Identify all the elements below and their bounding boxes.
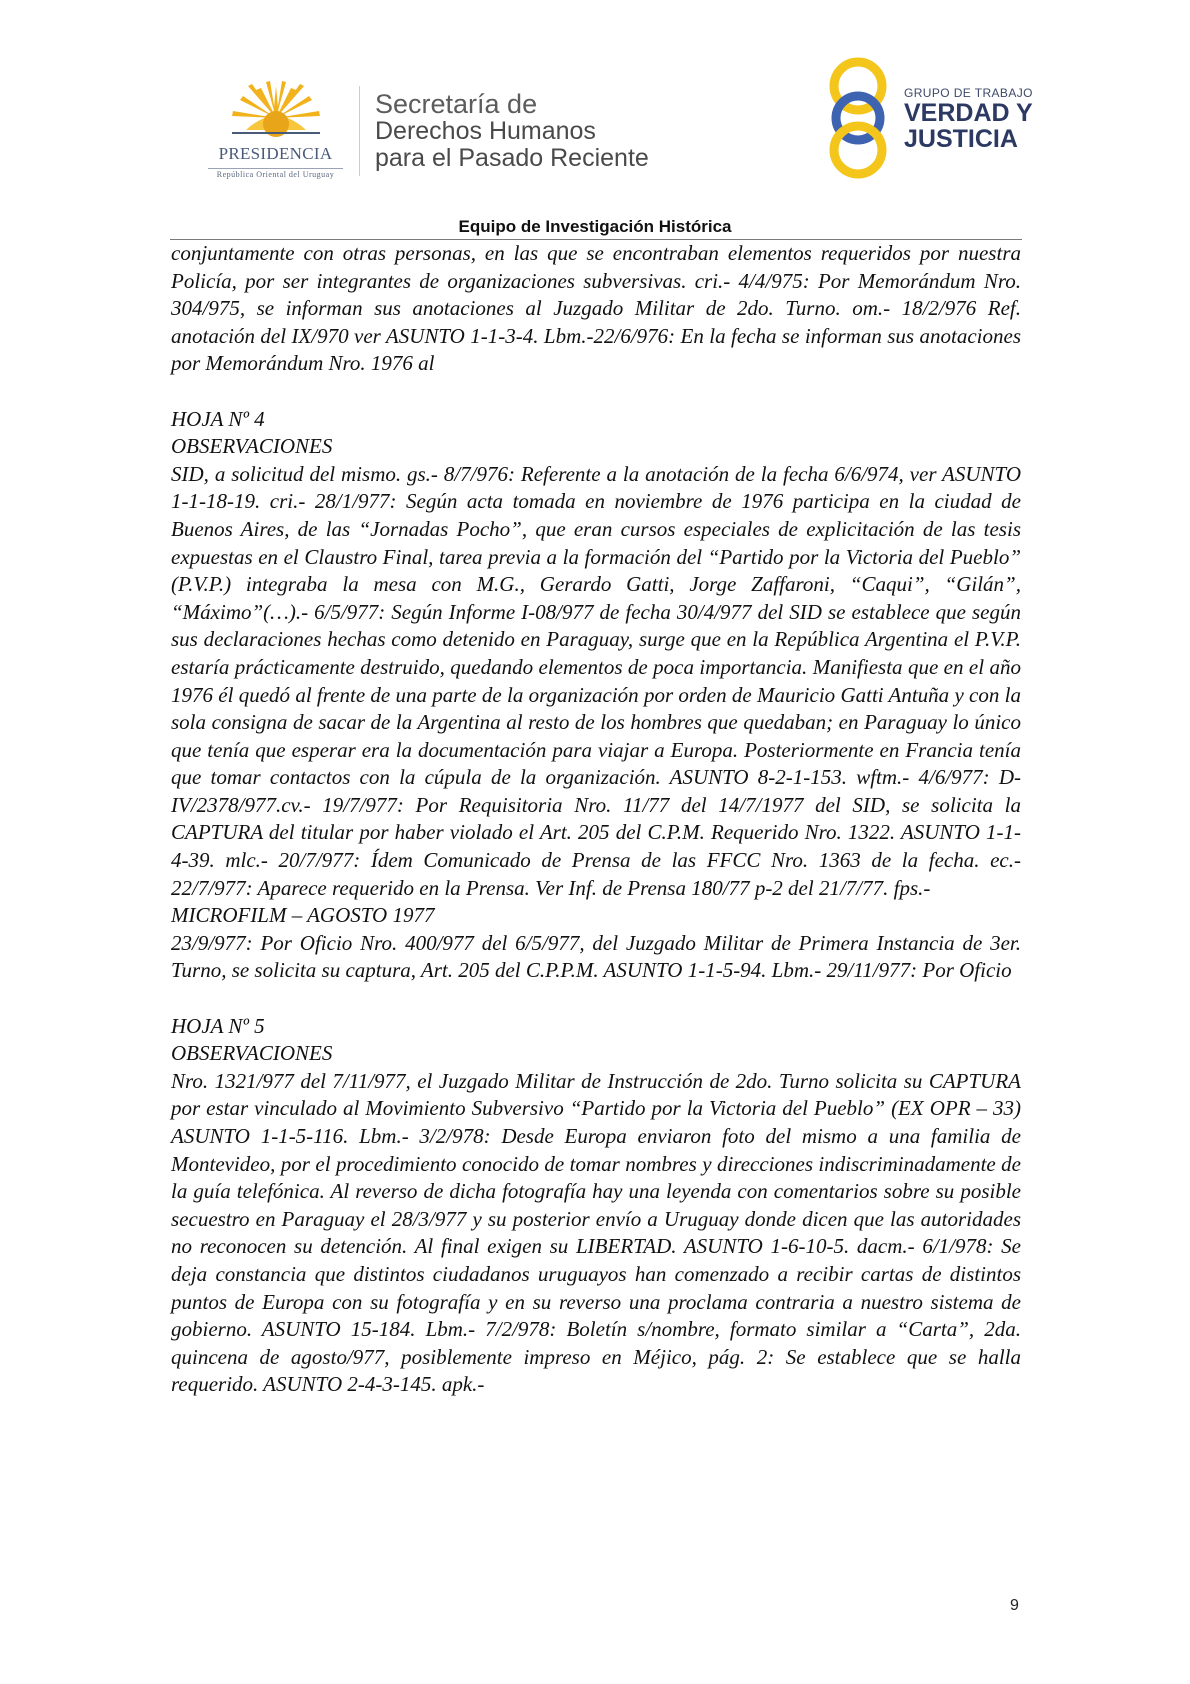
secretaria-line-3: para el Pasado Reciente bbox=[375, 144, 649, 172]
verdad-justicia-line-2: VERDAD Y bbox=[904, 99, 1033, 127]
document-body bbox=[171, 240, 1021, 1399]
microfilm-paragraph: 23/9/977: Por Oficio Nro. 400/977 del 6/5/977, del Juzgado Militar de Primera Instancia de 3er. Turno, se solicita su captura, Art. 205 del C.P.P.M. ASUNTO 1-1-5-94. Lbm.- 29/11/977: Por Oficio bbox=[171, 930, 1021, 983]
secretaria-logo-text bbox=[375, 90, 649, 172]
interlocked-rings-icon bbox=[820, 56, 900, 182]
verdad-justicia-line-3: JUSTICIA bbox=[904, 125, 1018, 153]
microfilm-heading: MICROFILM – AGOSTO 1977 bbox=[171, 903, 435, 928]
paragraph-gap bbox=[171, 985, 1021, 1013]
presidencia-subtitle: República Oriental del Uruguay bbox=[216, 170, 335, 179]
page-header bbox=[0, 0, 1190, 240]
secretaria-line-2: Derechos Humanos bbox=[375, 117, 596, 145]
sun-emblem-icon bbox=[226, 78, 326, 146]
verdad-justicia-group-label: GRUPO DE TRABAJO bbox=[904, 86, 1033, 100]
hoja-4-observaciones-heading: OBSERVACIONES bbox=[171, 434, 333, 459]
intro-paragraph: conjuntamente con otras personas, en las que se encontraban elementos requeridos por nuestra Policía, por ser integrantes de organizaciones subversivas. cri.- 4/4/975: Por Memorándum Nro. 304/975, se informan sus anotaciones al Juzgado Militar de 2do. Turno. om.- 18/2/976 Ref. anotación del IX/970 ver ASUNTO 1-1-3-4. Lbm.-22/6/976: En la fecha se informan sus anotaciones por Memorándum Nro. 1976 al bbox=[171, 241, 1021, 376]
presidencia-logo bbox=[198, 78, 353, 188]
team-title: Equipo de Investigación Histórica bbox=[458, 217, 732, 236]
header-divider bbox=[359, 86, 360, 176]
hoja-5-heading: HOJA Nº 5 bbox=[171, 1013, 265, 1038]
paragraph-gap bbox=[171, 378, 1021, 406]
secretaria-line-1: Secretaría de bbox=[375, 89, 538, 119]
presidencia-name: PRESIDENCIA bbox=[218, 144, 333, 163]
hoja-5-observaciones-heading: OBSERVACIONES bbox=[171, 1041, 333, 1066]
verdad-justicia-logo bbox=[820, 56, 1040, 186]
hoja-4-heading: HOJA Nº 4 bbox=[171, 406, 265, 431]
presidencia-divider bbox=[208, 168, 343, 169]
hoja-4-paragraph: SID, a solicitud del mismo. gs.- 8/7/976: Referente a la anotación de la fecha 6/6/974, ver ASUNTO 1-1-18-19. cri.- 28/1/977: Según acta tomada en noviembre de 1976 participa en la ciudad de Buenos Aires, de las “Jornadas Pocho”, que eran cursos especiales de explicitación de las tesis expuestas en el Claustro Final, tarea previa a la formación del “Partido por la Victoria del Pueblo” (P.V.P.) integraba la mesa con M.G., Gerardo Gatti, Jorge Zaffaroni, “Caqui”, “Gilán”, “Máximo”(…).- 6/5/977: Según Informe I-08/977 de fecha 30/4/977 del SID se establece que según sus declaraciones hechas como detenido en Paraguay, surge que en la República Argentina el P.V.P. estaría prácticamente destruido, quedando elementos de poca importancia. Manifiesta que en el año 1976 él quedó al frente de una parte de la organización por orden de Mauricio Gatti Antuña y con la sola consigna de sacar de la Argentina al resto de los hombres que quedaban; en Paraguay lo único que tenía que esperar era la documentación para viajar a Europa. Posteriormente en Francia tenía que tomar contactos con la cúpula de la organización. ASUNTO 8-2-1-153. wftm.- 4/6/977: D-IV/2378/977.cv.- 19/7/977: Por Requisitoria Nro. 11/77 del 14/7/1977 del SID, se solicita la CAPTURA del titular por haber violado el Art. 205 del C.P.M. Requerido Nro. 1322. ASUNTO 1-1-4-39. mlc.- 20/7/977: Ídem Comunicado de Prensa de las FFCC Nro. 1363 de la fecha. ec.- 22/7/977: Aparece requerido en la Prensa. Ver Inf. de Prensa 180/77 p-2 del 21/7/77. fps.- bbox=[171, 461, 1021, 900]
hoja-5-paragraph: Nro. 1321/977 del 7/11/977, el Juzgado Militar de Instrucción de 2do. Turno solicita su CAPTURA por estar vinculado al Movimiento Subversivo “Partido por la Victoria del Pueblo” (EX OPR – 33) ASUNTO 1-1-5-116. Lbm.- 3/2/978: Desde Europa enviaron foto del mismo a una familia de Montevideo, por el procedimiento conocido de tomar nombres y direcciones indiscriminadamente de la guía telefónica. Al reverso de dicha fotografía hay una leyenda con comentarios sobre su posible secuestro en Paraguay el 28/3/977 y su posterior envío a Uruguay donde dicen que las autoridades no reconocen su detención. Al final exigen su LIBERTAD. ASUNTO 1-6-10-5. dacm.- 6/1/978: Se deja constancia que distintos ciudadanos uruguayos han comenzado a recibir cartas de distintos puntos de Europa con su fotografía y en su reverso una proclama contraria a nuestro sistema de gobierno. ASUNTO 15-184. Lbm.- 7/2/978: Boletín s/nombre, formato similar a “Carta”, 2da. quincena de agosto/977, posiblemente impreso en Méjico, pág. 2: Se establece que se halla requerido. ASUNTO 2-4-3-145. apk.- bbox=[171, 1068, 1021, 1397]
page-number: 9 bbox=[1010, 1597, 1019, 1614]
